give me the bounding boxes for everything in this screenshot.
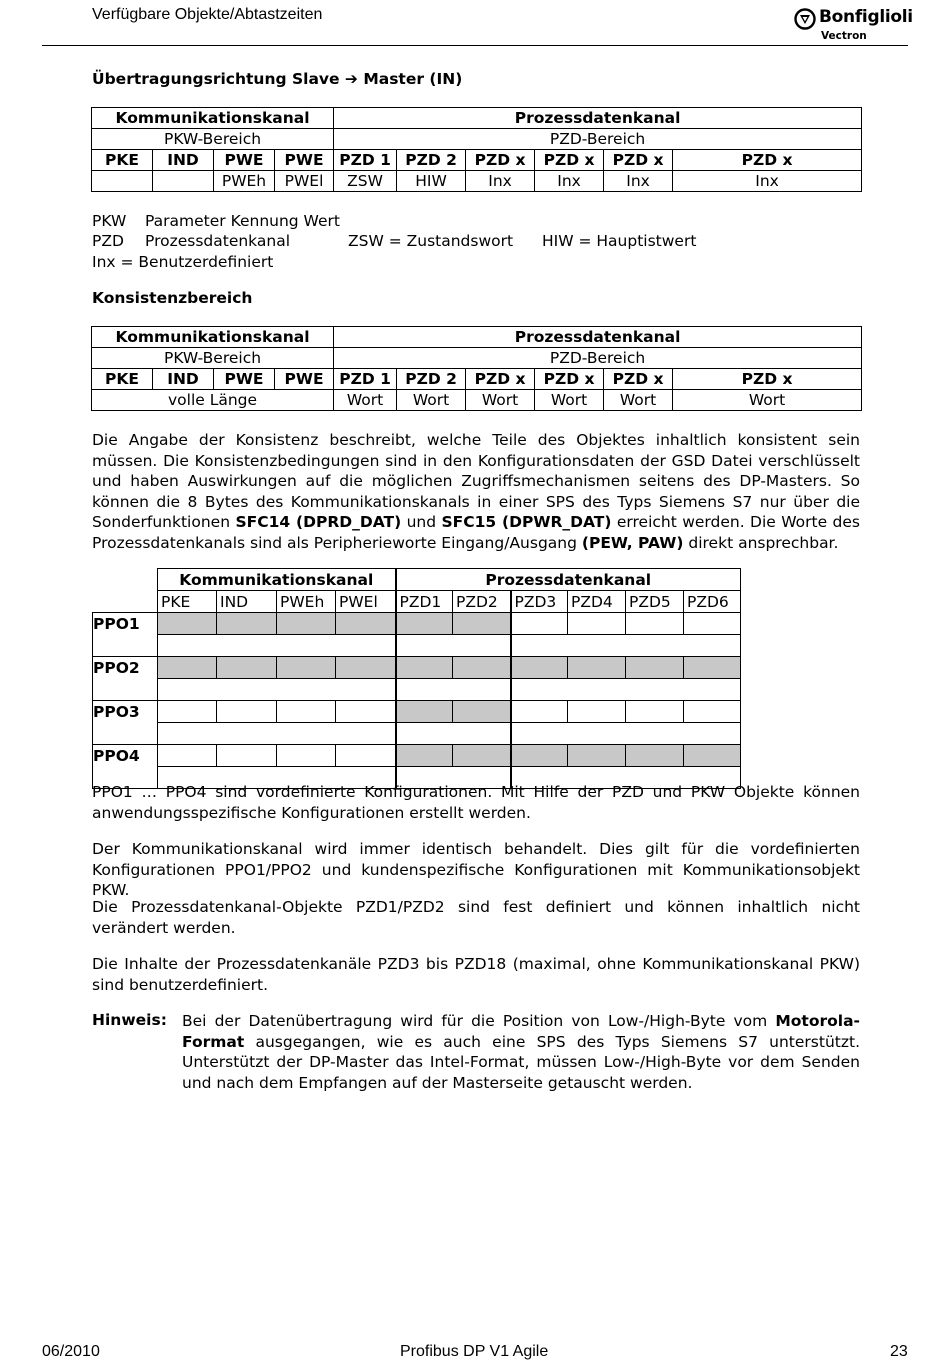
ppo-cell-used [396, 657, 453, 679]
volle-laenge-cell: volle Länge [92, 390, 334, 411]
paragraph-text: erreicht werden. Die Worte des Prozessdatenkanals sind als Peripherieworte Eingang/Ausgang [92, 513, 860, 552]
footer-doc-title: Profibus DP V1 Agile [400, 1343, 549, 1360]
ppo-cell-empty [277, 701, 336, 723]
paragraph-text: direkt ansprechbar. [683, 533, 839, 552]
table-cell: PZD x [673, 369, 862, 390]
ppo-cell-used [217, 657, 277, 679]
ppo-cell-blank [511, 679, 741, 701]
ppo-cell-used [684, 657, 741, 679]
paragraph-bold: (PEW, PAW) [581, 533, 684, 552]
table-cell: Inx [604, 171, 673, 192]
table-slave-master [91, 107, 862, 192]
ppo-label-spacer [93, 723, 158, 745]
ppo-col-header: PZD5 [626, 591, 684, 613]
table-cell: Inx [535, 171, 604, 192]
table-cell: Wort [334, 390, 397, 411]
logo-sub-text: Vectron [821, 30, 867, 42]
hinweis-text-part: Bei der Datenübertragung wird für die Position von Low-/High-Byte vom [182, 1012, 776, 1030]
ppo-cell-empty [626, 701, 684, 723]
table-cell: Wort [397, 390, 466, 411]
kommunikationskanal-header: Kommunikationskanal [92, 108, 334, 129]
ppo-cell-empty [511, 613, 568, 635]
ppo-row-label: PPO4 [93, 745, 158, 767]
ppo-cell-empty [511, 701, 568, 723]
ppo-cell-empty [158, 745, 217, 767]
ppo-cell-used [453, 613, 511, 635]
ppo-cell-used [277, 613, 336, 635]
ppo-body [93, 613, 741, 789]
logo-brand-text: Bonfiglioli [819, 7, 913, 27]
ppo-col-header: PKE [158, 591, 217, 613]
hinweis-text [182, 1011, 860, 1093]
table-cell: PWEl [275, 171, 334, 192]
ppo-spacer-row [93, 701, 741, 723]
section-heading-konsistenz: Konsistenzbereich [92, 289, 253, 307]
ppo-row-label: PPO2 [93, 657, 158, 679]
table-cell: PZD x [535, 369, 604, 390]
ppo-col-header: IND [217, 591, 277, 613]
ppo-cell-used [336, 613, 396, 635]
table-cell: PKE [92, 150, 153, 171]
ppo-cell-empty [626, 613, 684, 635]
legend-abbr: PKW [92, 212, 127, 230]
ppo-cell-blank [396, 679, 511, 701]
prozessdatenkanal-header: Prozessdatenkanal [334, 108, 862, 129]
ppo-cell-blank [396, 635, 511, 657]
table-cell: PZD x [604, 369, 673, 390]
table-cell: Inx [466, 171, 535, 192]
ppo-cell-used [336, 657, 396, 679]
ppo-label-spacer [93, 635, 158, 657]
legend-abbr: PZD [92, 232, 124, 250]
paragraph-bold: SFC15 (DPWR_DAT) [441, 513, 612, 531]
ppo-cell-blank [511, 723, 741, 745]
table-cell: PWE [214, 369, 275, 390]
table-cell: PZD x [466, 150, 535, 171]
paragraph-kommunikationskanal: Der Kommunikationskanal wird immer identisch behandelt. Dies gilt für die vordefinierten Konfigurationen PPO1/PPO2 und kundenspezifische Konfigurationen mit Kommunikationsobjekt PKW. [92, 840, 860, 899]
footer-page-number: 23 [890, 1343, 908, 1360]
ppo-col-header: PZD2 [453, 591, 511, 613]
ppo-cell-empty [158, 701, 217, 723]
ppo-spacer-row [93, 613, 741, 635]
ppo-label-spacer [93, 679, 158, 701]
pzd-bereich-cell: PZD-Bereich [334, 129, 862, 150]
pzd-bereich-cell: PZD-Bereich [334, 348, 862, 369]
table-cell: PWE [275, 150, 334, 171]
ppo-cell-used [453, 701, 511, 723]
ppo-cell-used [158, 657, 217, 679]
table-cell: PWEh [214, 171, 275, 192]
ppo-cell-empty [684, 613, 741, 635]
ppo-cell-empty [684, 701, 741, 723]
ppo-table [92, 568, 741, 789]
paragraph-bold: SFC14 (DPRD_DAT) [235, 513, 402, 531]
legend-inx: Inx = Benutzerdefiniert [92, 253, 274, 271]
ppo-cell-used [217, 613, 277, 635]
table-cell: HIW [397, 171, 466, 192]
brand-logo [794, 7, 912, 43]
ppo-cell-used [396, 613, 453, 635]
table-cell: PZD x [604, 150, 673, 171]
ppo-cell-used [511, 745, 568, 767]
ppo-row-label: PPO3 [93, 701, 158, 723]
ppo-cell-used [396, 745, 453, 767]
ppo-cell-blank [158, 723, 396, 745]
ppo-kommunikationskanal-header: Kommunikationskanal [158, 569, 396, 591]
ppo-cell-empty [568, 701, 626, 723]
pkw-bereich-cell: PKW-Bereich [92, 129, 334, 150]
legend-hiw: HIW = Hauptistwert [542, 232, 697, 250]
ppo-cell-empty [568, 613, 626, 635]
ppo-cell-used [396, 701, 453, 723]
ppo-cell-empty [277, 745, 336, 767]
ppo-cell-blank [511, 635, 741, 657]
pkw-bereich-cell: PKW-Bereich [92, 348, 334, 369]
header-title: Verfügbare Objekte/Abtastzeiten [92, 6, 323, 23]
ppo-cell-used [626, 657, 684, 679]
paragraph-pzd-fixed: Die Prozessdatenkanal-Objekte PZD1/PZD2 sind fest definiert und können inhaltlich nicht verändert werden. [92, 898, 860, 937]
ppo-col-header: PZD4 [568, 591, 626, 613]
table-cell: PZD 2 [397, 150, 466, 171]
kommunikationskanal-header: Kommunikationskanal [92, 327, 334, 348]
ppo-col-header: PZD1 [396, 591, 453, 613]
legend-text: Parameter Kennung Wert [145, 212, 340, 230]
ppo-col-header: PZD6 [684, 591, 741, 613]
ppo-cell-used [568, 745, 626, 767]
ppo-cell-blank [158, 635, 396, 657]
hinweis-label: Hinweis: [92, 1011, 167, 1029]
header-divider [42, 45, 908, 46]
hinweis-text-part: ausgegangen, wie es auch eine SPS des Typs Siemens S7 unterstützt. Unterstützt der DP-Master das Intel-Format, müssen Low-/High-Byte vor dem Senden und nach dem Empfangen auf der Masterseite getauscht werden. [182, 1032, 860, 1092]
table-cell: ZSW [334, 171, 397, 192]
ppo-prozessdatenkanal-header: Prozessdatenkanal [396, 569, 741, 591]
paragraph-pzd-user: Die Inhalte der Prozessdatenkanäle PZD3 bis PZD18 (maximal, ohne Kommunikationskanal PKW) sind benutzerdefiniert. [92, 955, 860, 994]
paragraph-text: Die Angabe der Konsistenz beschreibt, welche Teile des Objektes inhaltlich konsistent sein müssen. Die Konsistenzbedingungen sind in den Konfigurationsdaten der GSD Datei verschlüsselt und haben Auswirkungen auf die möglichen Zugriffsmechanismen seitens des DP-Masters. So können die 8 Bytes des Kommunikationskanals in einer SPS des Typs Siemens S7 nur über die Sonderfunktionen [92, 431, 860, 531]
table-cell: PZD x [673, 150, 862, 171]
table-cell: Wort [466, 390, 535, 411]
ppo-cell-used [511, 657, 568, 679]
ppo-cell-empty [336, 745, 396, 767]
ppo-col-header: PZD3 [511, 591, 568, 613]
table-cell: Inx [673, 171, 862, 192]
table-cell: PKE [92, 369, 153, 390]
table-cell: PZD 1 [334, 369, 397, 390]
ppo-row [93, 679, 741, 701]
ppo-cell-used [568, 657, 626, 679]
table-cell: PWE [275, 369, 334, 390]
table-konsistenz [91, 326, 862, 411]
paragraph-ppo: PPO1 … PPO4 sind vordefinierte Konfigurationen. Mit Hilfe der PZD und PKW Objekte können anwendungsspezifische Konfigurationen erstellt werden. [92, 783, 860, 822]
ppo-cell-empty [217, 701, 277, 723]
table-cell [153, 171, 214, 192]
ppo-spacer-row [93, 745, 741, 767]
ppo-row-label: PPO1 [93, 613, 158, 635]
legend-zsw: ZSW = Zustandswort [348, 232, 514, 250]
section-heading-direction: Übertragungsrichtung Slave ➔ Master (IN) [92, 70, 463, 88]
footer-date: 06/2010 [42, 1343, 100, 1360]
hinweis-bold: Motorola-Format [182, 1012, 860, 1051]
table-cell: PWE [214, 150, 275, 171]
ppo-col-header: PWEh [277, 591, 336, 613]
ppo-col-header: PWEl [336, 591, 396, 613]
ppo-corner [93, 591, 158, 613]
ppo-cell-blank [396, 723, 511, 745]
bonfiglioli-logo-icon [794, 8, 816, 30]
prozessdatenkanal-header: Prozessdatenkanal [334, 327, 862, 348]
ppo-cell-used [453, 657, 511, 679]
table-cell: Wort [673, 390, 862, 411]
table-cell [92, 171, 153, 192]
ppo-row [93, 723, 741, 745]
paragraph-text: und [401, 513, 442, 531]
table-cell: IND [153, 369, 214, 390]
ppo-cell-used [684, 745, 741, 767]
table-cell: PZD 1 [334, 150, 397, 171]
ppo-cell-empty [217, 745, 277, 767]
legend-line-pzd [92, 231, 860, 252]
table-cell: PZD 2 [397, 369, 466, 390]
ppo-spacer-row [93, 657, 741, 679]
paragraph-konsistenz [92, 430, 860, 553]
table-cell: IND [153, 150, 214, 171]
legend-line-pkw [92, 211, 340, 232]
ppo-cell-blank [158, 679, 396, 701]
table-cell: PZD x [466, 369, 535, 390]
ppo-cell-used [626, 745, 684, 767]
ppo-row [93, 635, 741, 657]
ppo-corner [93, 569, 158, 591]
ppo-cell-used [453, 745, 511, 767]
table-cell: Wort [535, 390, 604, 411]
ppo-cell-used [158, 613, 217, 635]
table-cell: Wort [604, 390, 673, 411]
ppo-cell-used [277, 657, 336, 679]
ppo-cell-empty [336, 701, 396, 723]
table-cell: PZD x [535, 150, 604, 171]
legend-text: Prozessdatenkanal [145, 232, 291, 250]
